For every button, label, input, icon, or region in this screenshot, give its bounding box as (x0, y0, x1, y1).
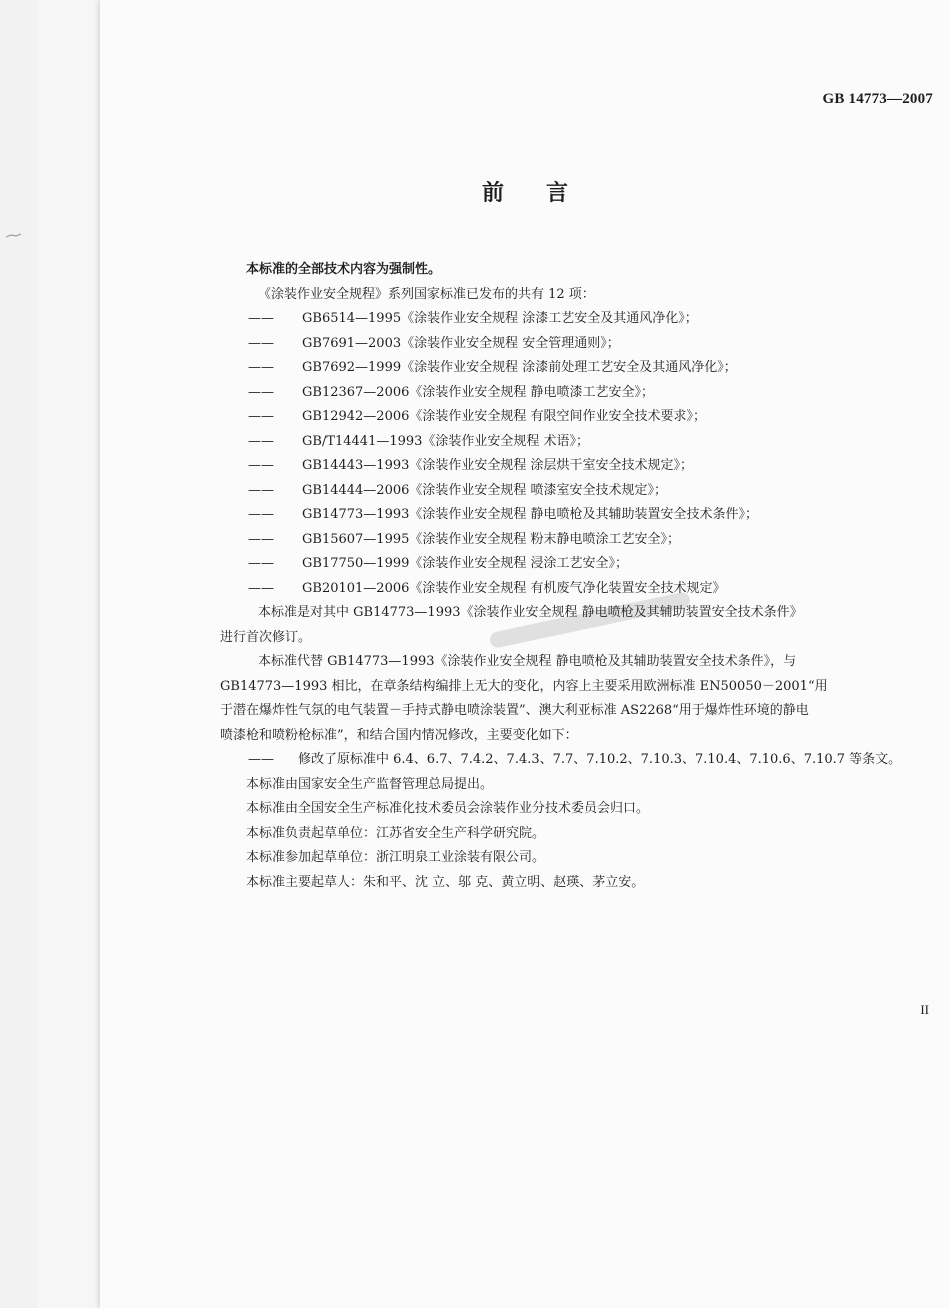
list-dash: —— (248, 752, 274, 767)
paragraph-line: 进行首次修订。 (220, 629, 312, 645)
paragraph-line: 喷漆枪和喷粉枪标准”，和结合国内情况修改，主要变化如下： (220, 727, 578, 743)
closing-statements (246, 773, 940, 896)
change-item-text: 修改了原标准中 6.4、6.7、7.4.2、7.4.3、7.7、7.10.2、7.10.3、7.10.4、7.10.6、7.10.7 等条文。 (298, 752, 902, 767)
list-item (246, 552, 940, 577)
list-dash: —— (248, 311, 274, 326)
list-item-text: GB7691—2003《涂装作业安全规程 安全管理通则》； (302, 335, 620, 351)
list-item-text: GB20101—2006《涂装作业安全规程 有机废气净化装置安全技术规定》 (302, 580, 726, 596)
paragraph-line: 本标准是对其中 GB14773—1993《涂装作业安全规程 静电喷枪及其辅助装置安全技术条件》 (258, 605, 803, 620)
drafters-line: 本标准主要起草人：朱和平、沈 立、邬 克、黄立明、赵瑛、茅立安。 (246, 874, 645, 890)
list-dash: —— (248, 433, 274, 449)
list-dash: —— (248, 482, 274, 498)
list-dash: —— (248, 409, 274, 424)
list-item (246, 528, 940, 553)
list-dash: —— (248, 580, 274, 596)
change-item (246, 748, 940, 773)
participating-unit-line: 本标准参加起草单位：浙江明泉工业涂装有限公司。 (246, 850, 546, 865)
list-item (246, 307, 940, 332)
list-item-text: GB12367—2006《涂装作业安全规程 静电喷漆工艺安全》； (302, 384, 655, 400)
scan-mark (5, 233, 23, 239)
list-dash: —— (248, 384, 274, 400)
replacement-paragraph (220, 650, 940, 748)
list-item (246, 479, 940, 504)
list-item-text: GB14773—1993《涂装作业安全规程 静电喷枪及其辅助装置安全技术条件》； (302, 507, 759, 522)
list-item (246, 405, 940, 430)
list-item-text: GB6514—1995《涂装作业安全规程 涂漆工艺安全及其通风净化》； (302, 311, 698, 326)
list-item (246, 577, 940, 602)
list-dash: —— (248, 458, 274, 473)
list-item (246, 503, 940, 528)
revision-paragraph (220, 601, 940, 650)
standard-code: GB 14773—2007 (822, 91, 933, 107)
list-item-text: GB/T14441—1993《涂装作业安全规程 术语》； (302, 433, 590, 449)
list-dash: —— (248, 507, 274, 522)
drafting-unit-line: 本标准负责起草单位：江苏省安全生产科学研究院。 (246, 825, 546, 841)
paragraph-line: 本标准代替 GB14773—1993《涂装作业安全规程 静电喷枪及其辅助装置安全技术条件》，与 (258, 654, 797, 669)
page-title: 前言 (481, 181, 610, 206)
underlying-sheet-edge (0, 0, 39, 1308)
paragraph-line: GB14773—1993 相比，在章条结构编排上无大的变化，内容上主要采用欧洲标准 EN50050－2001“用 (220, 678, 828, 694)
centralizer-line: 本标准由全国安全生产标准化技术委员会涂装作业分技术委员会归口。 (246, 801, 650, 816)
standards-list (246, 307, 940, 601)
list-dash: —— (248, 360, 274, 375)
list-item-text: GB14444—2006《涂装作业安全规程 喷漆室安全技术规定》； (302, 482, 668, 498)
mandatory-statement: 本标准的全部技术内容为强制性。 (246, 262, 442, 277)
list-dash: —— (248, 556, 274, 571)
list-item-text: GB15607—1995《涂装作业安全规程 粉末静电喷涂工艺安全》； (302, 531, 681, 547)
list-item-text: GB12942—2006《涂装作业安全规程 有限空间作业安全技术要求》； (302, 409, 707, 424)
list-item-text: GB14443—1993《涂装作业安全规程 涂层烘干室安全技术规定》； (302, 458, 694, 473)
list-item (246, 356, 940, 381)
list-item-text: GB17750—1999《涂装作业安全规程 浸涂工艺安全》； (302, 556, 629, 571)
list-item (246, 430, 940, 455)
list-item (246, 381, 940, 406)
list-dash: —— (248, 531, 274, 547)
list-item-text: GB7692—1999《涂装作业安全规程 涂漆前处理工艺安全及其通风净化》； (302, 360, 737, 375)
list-item (246, 332, 940, 357)
series-intro: 《涂装作业安全规程》系列国家标准已发布的共有 12 项： (258, 286, 595, 302)
paragraph-line: 于潜在爆炸性气氛的电气装置－手持式静电喷涂装置”、澳大利亚标准 AS2268“用于爆炸性环境的静电 (220, 703, 809, 718)
list-item (246, 454, 940, 479)
list-dash: —— (248, 335, 274, 351)
underlying-sheet-edge (38, 0, 101, 1308)
foreword-body (220, 258, 940, 895)
document-page (100, 0, 950, 1308)
proposer-line: 本标准由国家安全生产监督管理总局提出。 (246, 776, 494, 792)
page-number: II (920, 1002, 929, 1017)
